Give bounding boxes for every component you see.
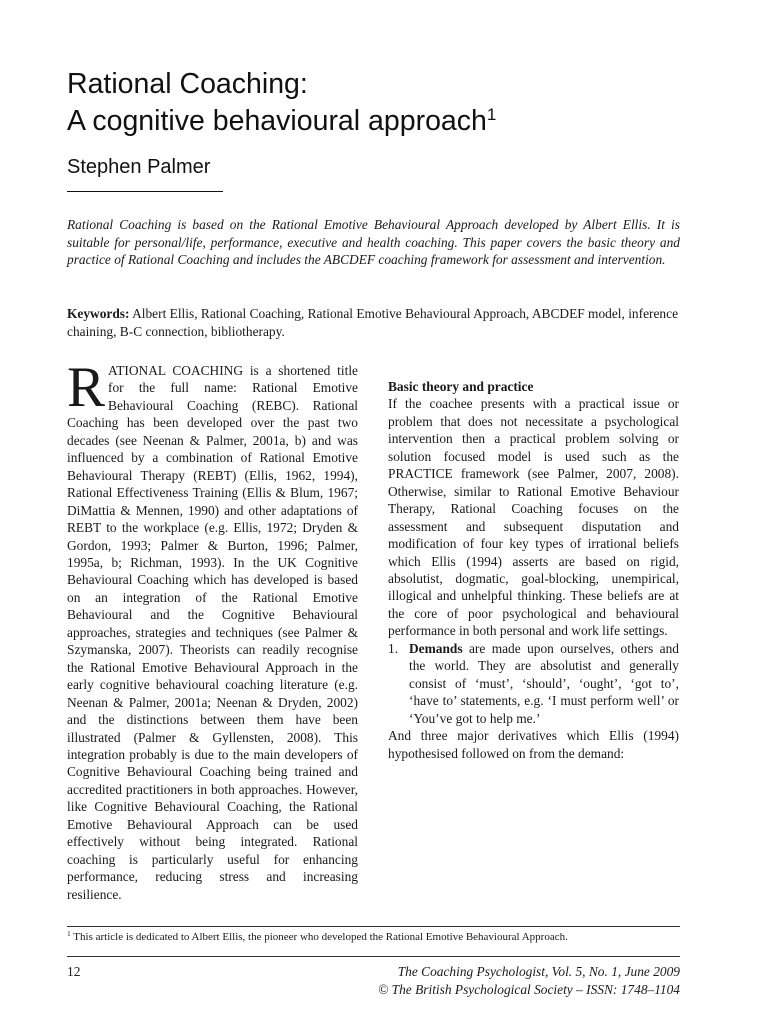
list-item [388, 640, 679, 727]
closing-paragraph: And three major derivatives which Ellis (1994) hypothesised followed on from the demand: [388, 728, 679, 761]
title-footnote-marker: 1 [486, 105, 497, 124]
publisher-line: © The British Psychological Society – ISSN: 1748–1104 [378, 981, 680, 997]
abstract: Rational Coaching is based on the Rational Emotive Behavioural Approach developed by Albert Ellis. It is suitable for personal/life, performance, executive and health coaching. This paper covers the basic theory and practice of Rational Coaching and includes the ABCDEF coaching framework for assessment and intervention. [67, 217, 680, 268]
intro-paragraph [67, 356, 358, 903]
intro-text: ATIONAL COACHING is a shortened title for the full name: Rational Emotive Behavioural Coaching (REBC). Rational Coaching has been developed over the past two decades (see Neenan & Palmer, 2001a, b) and was influenced by a combination of Rational Emotive Behavioural Therapy (REBT) (Ellis, 1962, 1994), Rational Effectiveness Training (Ellis & Blum, 1967; DiMattia & Mennen, 1990) and other adaptations of REBT to the workplace (e.g. Ellis, 1972; Dryden & Gordon, 1993; Palmer & Burton, 1996; Palmer, 1995a, b; Richman, 1993). In the UK Cognitive Behavioural Coaching which has developed is based on an integration of the Rational Emotive Behavioural and the Cognitive Behavioural approaches, strategies and techniques (see Palmer & Szymanska, 2007). Theorists can readily recognise the Rational Emotive Behavioural Approach in the early cognitive behavioural coaching literature (e.g. Neenan & Palmer, 2001a; Neenan & Dryden, 2002) and the distinctions between them have been illustrated (Palmer & Gyllensten, 2008). This integration probably is due to the main developers of Cognitive Behavioural Coaching being trained and accredited practitioners in both approaches. However, like Cognitive Behavioural Coaching, the Rational Emotive Behavioural Approach can be used effectively without being integrated. Rational coaching is particularly useful for enhancing performance, reducing stress and increasing resilience. [67, 363, 358, 902]
footnote [67, 930, 687, 944]
article-title [67, 66, 687, 140]
title-line-2: A cognitive behavioural approach [67, 105, 487, 137]
footer-rule [67, 956, 680, 957]
theory-paragraph: If the coachee presents with a practical issue or problem that does not necessitate a psychological intervention then a practical problem solving or solution focused model is used such as the PRACTICE framework (see Palmer, 2007, 2008). Otherwise, similar to Rational Emotive Behaviour Therapy, Rational Coaching focuses on the assessment and subsequent disputation and modification of four key types of irrational beliefs which Ellis (1994) asserts are based on rigid, absolutist, dogmatic, goal-blocking, unempirical, illogical and unhelpful thinking. These beliefs are at the core of poor psychological and behavioural performance in both personal and work life settings. [388, 396, 679, 639]
keywords-text: Albert Ellis, Rational Coaching, Rational Emotive Behavioural Approach, ABCDEF model, inference chaining, B-C connection, bibliotherapy. [67, 306, 679, 339]
footnote-text: This article is dedicated to Albert Ellis, the pioneer who developed the Rational Emotive Behavioural Approach. [70, 931, 568, 943]
list-item-text: are made upon ourselves, others and the world. They are absolutist and generally consist of ‘must’, ‘should’, ‘ought’, ‘got to’, ‘have to’ statements, e.g. ‘I must perform well’ or ‘You’ve got to help me.’ [409, 640, 679, 726]
body-column-right [388, 362, 679, 762]
belief-list [388, 640, 679, 727]
journal-citation [260, 963, 680, 998]
body-column-left [67, 356, 358, 903]
keywords [67, 305, 680, 340]
author-name: Stephen Palmer [67, 156, 211, 178]
page-number: 12 [67, 964, 81, 979]
list-item-number: 1. [388, 640, 399, 656]
keywords-label: Keywords: [67, 306, 130, 321]
footnote-rule [67, 926, 680, 927]
drop-cap: R [67, 356, 106, 419]
list-item-term: Demands [409, 640, 463, 656]
author-rule [67, 191, 223, 192]
section-heading: Basic theory and practice [388, 379, 534, 394]
title-line-1: Rational Coaching: [67, 68, 308, 100]
journal-line: The Coaching Psychologist, Vol. 5, No. 1, June 2009 [397, 964, 680, 979]
footnote-marker: 1 [67, 929, 71, 938]
